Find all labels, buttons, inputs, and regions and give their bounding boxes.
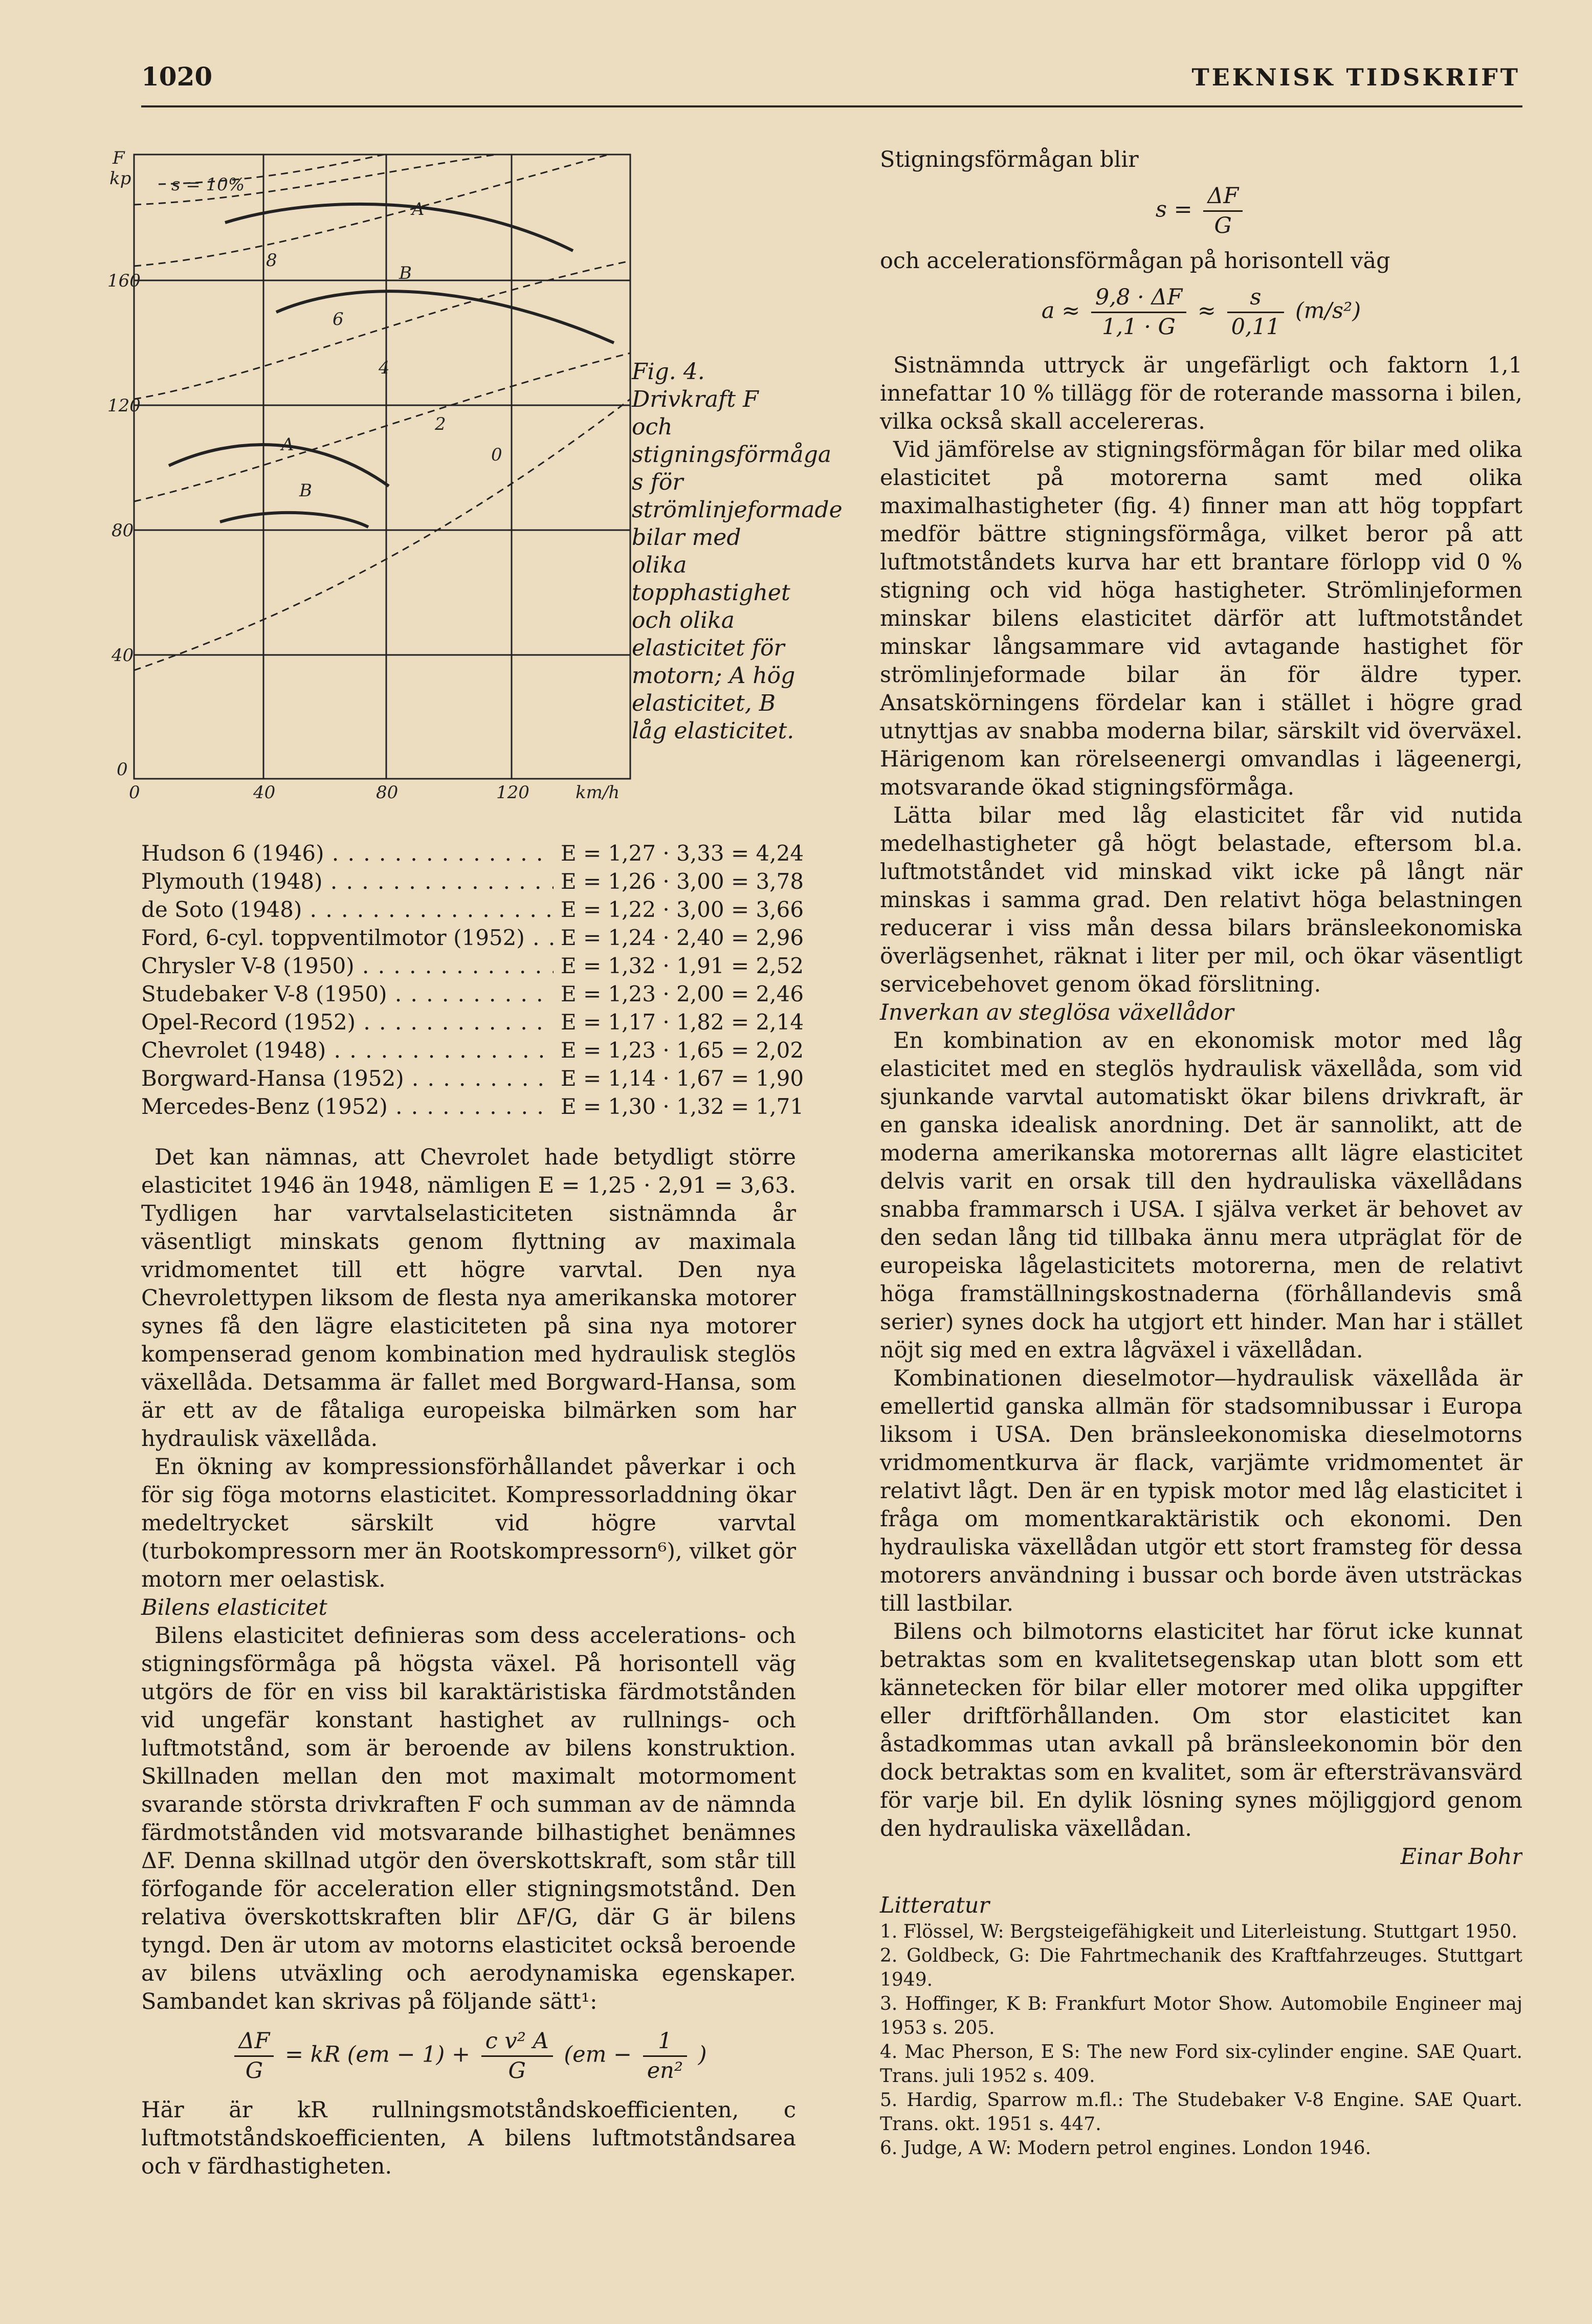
y-tick-0: 0: [117, 759, 128, 780]
car-name: Chrysler V-8 (1950) . . .: [141, 952, 554, 980]
paragraph: Bilens och bilmotorns elasticitet har förut icke kunnat betraktas som en kvalitetsegenskap utan blott som ett kännetecken för bilar eller motorer med olika uppgifter eller driftförhållanden. Om stor elasticitet kan åstadkommas utan avkall på bränsleekonomin bör den dock betraktas som en kvalitet, som är eftersträvansvärd för varje bil. En dylik lösning synes möjliggjord genom den hydrauliska växellådan.: [880, 1619, 1522, 1841]
y-tick-40: 40: [112, 645, 134, 666]
table-row: [141, 952, 804, 980]
label-8: 8: [266, 250, 277, 271]
car-name: Studebaker V-8 (1950) . . .: [141, 980, 554, 1008]
table-row: [141, 1064, 804, 1092]
formula-den: 1,1 · G: [1102, 314, 1176, 340]
elasticity-formula: E = 1,17 · 1,82 = 2,14: [561, 1010, 804, 1035]
paragraph: Stigningsförmågan blir: [880, 147, 1139, 172]
formula-num: 1: [643, 2027, 687, 2057]
car-name: Borgward-Hansa (1952) . . .: [141, 1064, 554, 1092]
left-column: [141, 1144, 796, 2181]
y-tick-160: 160: [107, 271, 141, 291]
table-row: [141, 924, 804, 952]
reference-item: 6. Judge, A W: Modern petrol engines. London 1946.: [880, 2138, 1372, 2159]
formula-mid: ≈: [1197, 298, 1216, 324]
paragraph: Kombinationen dieselmotor—hydraulisk växellåda är emellertid ganska allmän för stadsomnibussar i Europa liksom i USA. Den bränsleekonomiska dieselmotorns vridmomentkurva är flack, varjämte vridmomentet är relativt lågt. Den är en typisk motor med låg elasticitet i fråga om momentkaraktäristik och ekonomi. Den hydrauliska växellådan utgör ett stort framsteg för dessa motorers användning i bussar och borde även utsträckas till lastbilar.: [880, 1366, 1522, 1616]
paragraph: En ökning av kompressionsförhållandet påverkar i och för sig föga motorns elasticitet. Kompressorladdning ökar medeltrycket särskilt vid högre varvtal (turbokompressorn mer än Rootskompressorn⁶), vilket gör motorn mer oelastisk.: [141, 1454, 796, 1592]
table-row: [141, 1092, 804, 1121]
elasticity-formula: E = 1,22 · 3,00 = 3,66: [561, 897, 804, 922]
x-tick-0: 0: [129, 782, 140, 803]
force-curve-high-B: [276, 291, 614, 343]
table-row: [141, 867, 804, 895]
page-number: 1020: [141, 61, 213, 92]
label-A-high: A: [412, 199, 425, 220]
reference-item: 1. Flössel, W: Bergsteigefähigkeit und Literleistung. Stuttgart 1950.: [880, 1921, 1518, 1942]
label-0: 0: [491, 445, 502, 465]
formula-den: en²: [647, 2058, 683, 2084]
force-curve-high-A: [225, 204, 573, 251]
elasticity-formula: E = 1,27 · 3,33 = 4,24: [561, 841, 804, 866]
elasticity-formula: E = 1,23 · 2,00 = 2,46: [561, 981, 804, 1006]
label-4: 4: [379, 358, 390, 378]
paragraph: En kombination av en ekonomisk motor med låg elasticitet med en steglös hydraulisk växellåda, som vid sjunkande varvtal automatiskt ökar bilens drivkraft, är en ganska idealisk anordning. Det är sannolikt, att de moderna amerikanska motorernas allt lägre elasticitet delvis varit en orsak till den hydrauliska växellådans snabba frammarsch i USA. I själva verket är behovet av den sedan lång tid tillbaka ännu mera utpräglat för de europeiska lågelasticitets motorerna, men de relativt höga framställningskostnaderna (förhållandevis små serier) synes dock ha utgjort ett hinder. Man har i stället nöjt sig med en extra lågväxel i växellådan.: [880, 1028, 1522, 1363]
y-axis-unit-F: F: [113, 148, 125, 168]
force-curve-low-B: [220, 513, 368, 527]
y-tick-80: 80: [112, 520, 134, 541]
reference-item: 5. Hardig, Sparrow m.fl.: The Studebaker V-8 Engine. SAE Quart. Trans. okt. 1951 s. 447.: [880, 2090, 1522, 2135]
force-curve-low-A: [169, 445, 389, 486]
formula-open: (em −: [564, 2042, 632, 2068]
formula-close: ): [698, 2042, 707, 2068]
right-column: [880, 146, 1522, 2160]
car-name: Mercedes-Benz (1952) . . .: [141, 1092, 554, 1121]
car-name: Ford, 6-cyl. toppventilmotor (1952) . . .: [141, 924, 554, 952]
formula-mid: = kR (em − 1) +: [284, 2042, 470, 2068]
paragraph: Sistnämnda uttryck är ungefärligt och faktorn 1,1 innefattar 10 % tillägg för de roterande massorna i bilen, vilka också skall accelereras.: [880, 353, 1522, 434]
grade-curve-0: [134, 399, 630, 670]
car-name: Opel-Record (1952) . . .: [141, 1008, 554, 1036]
elasticity-table: [141, 839, 804, 1121]
table-row: [141, 839, 804, 867]
elasticity-formula: E = 1,14 · 1,67 = 1,90: [561, 1066, 804, 1091]
formula-unit: (m/s²): [1295, 298, 1361, 324]
paragraph: Vid jämförelse av stigningsförmågan för bilar med olika elasticitet på motorerna samt med olika maximalhastigheter (fig. 4) finner man att hög toppfart medför bättre stigningsförmåga, vilket beror på att luftmotståndets kurva har ett brantare förlopp vid 0 % stigning och vid höga hastigheter. Strömlinjeformen minskar bilens elasticitet därför att luftmotståndet minskar långsammare vid avtagande hastighet för strömlinjeformade bilar än för äldre typer. Ansatskörningens fördelar kan i stället i högre grad utnyttjas av snabba moderna bilar, särskilt vid överväxel. Härigenom kan rörelseenergi omvandlas i lägeenergi, motsvarande ökad stigningsförmåga.: [880, 437, 1522, 800]
x-tick-40: 40: [253, 782, 276, 803]
formula-num: s: [1227, 283, 1285, 313]
label-s10: s = 10%: [171, 174, 245, 195]
label-B-low: B: [299, 480, 312, 501]
grade-formula: [880, 182, 1522, 240]
x-tick-120: 120: [496, 782, 529, 803]
section-heading: Inverkan av steglösa växellådor: [880, 1000, 1234, 1025]
section-heading: Bilens elasticitet: [141, 1595, 327, 1620]
formula-num: ΔF: [1203, 182, 1243, 212]
journal-title: TEKNISK TIDSKRIFT: [1191, 63, 1520, 91]
car-name: de Soto (1948) . . .: [141, 895, 554, 924]
paragraph: och accelerationsförmågan på horisontell väg: [880, 248, 1390, 274]
reference-item: 2. Goldbeck, G: Die Fahrtmechanik des Kraftfahrzeuges. Stuttgart 1949.: [880, 1945, 1522, 1990]
formula-den: G: [245, 2058, 263, 2084]
paragraph: Det kan nämnas, att Chevrolet hade betydligt större elasticitet 1946 än 1948, nämligen E = 1,25 · 2,91 = 3,63. Tydligen har varvtalselasticiteten sistnämnda år väsentligt minskats genom flyttning av maximala vridmomentet till ett högre varvtal. Den nya Chevrolettypen liksom de flesta nya amerikanska motorer synes få den lägre elasticiteten på sina nya motorer kompenserad genom kombination med hydraulisk steglös växellåda. Detsamma är fallet med Borgward-Hansa, som är ett av de fåtaliga europeiska bilmärken som har hydraulisk växellåda.: [141, 1145, 796, 1452]
figure-4-chart: [102, 133, 645, 814]
grade-curve-4: [134, 261, 630, 399]
table-row: [141, 1036, 804, 1064]
formula-lhs: a ≈: [1041, 298, 1080, 324]
label-A-low: A: [281, 434, 294, 455]
paragraph: Här är kR rullningsmotståndskoefficienten, c luftmotståndskoefficienten, A bilens luftmotståndsarea och v färdhastigheten.: [141, 2097, 796, 2179]
y-tick-120: 120: [107, 396, 141, 416]
formula-lhs: s =: [1155, 196, 1192, 223]
paragraph: Lätta bilar med låg elasticitet får vid nutida medelhastigheter gå högt belastade, eftersom bl.a. luftmotståndet vid minskad vikt icke på långt när minskas i samma grad. Den relativt höga belastningen reducerar i viss mån dessa bilars bränsleekonomiska överlägsenhet, räknat i liter per mil, och ökar väsentligt servicebehovet genom ökad förslitning.: [880, 803, 1522, 997]
literature-heading: Litteratur: [880, 1893, 990, 1918]
table-row: [141, 980, 804, 1008]
label-2: 2: [435, 414, 446, 434]
reference-item: 3. Hoffinger, K B: Frankfurt Motor Show. Automobile Engineer maj 1953 s. 205.: [880, 1993, 1522, 2038]
header-rule: [141, 105, 1522, 107]
table-row: [141, 895, 804, 924]
formula-num: 9,8 · ΔF: [1091, 283, 1186, 313]
elasticity-formula: E = 1,24 · 2,40 = 2,96: [561, 925, 804, 950]
elasticity-formula: E = 1,26 · 3,00 = 3,78: [561, 869, 804, 894]
elasticity-formula: E = 1,32 · 1,91 = 2,52: [561, 953, 804, 978]
paragraph: Bilens elasticitet definieras som dess accelerations- och stigningsförmåga på högsta växel. På horisontell väg utgörs de för en viss bil karaktäristiska färdmotstånden vid ungefär konstant hastighet av rullnings- och luftmotstånd, som är beroende av bilens konstruktion. Skillnaden mellan den mot maximalt motormoment svarande största drivkraften F och summan av de nämnda färdmotstånden vid motsvarande bilhastighet benämnes ΔF. Denna skillnad utgör den överskottskraft, som står till förfogande för acceleration eller stigningsmotstånd. Den relativa överskottskraften blir ΔF/G, där G är bilens tyngd. Den är utom av motorns elasticitet också beroende av bilens utväxling och aerodynamiska egenskaper. Sambandet kan skrivas på följande sätt¹:: [141, 1623, 796, 2014]
plot-frame: [134, 155, 630, 779]
car-name: Hudson 6 (1946) . . .: [141, 839, 554, 867]
label-B-high: B: [399, 263, 412, 283]
y-axis-unit-kp: kp: [109, 168, 131, 189]
elasticity-formula-block: [141, 2027, 796, 2085]
reference-item: 4. Mac Pherson, E S: The new Ford six-cylinder engine. SAE Quart. Trans. juli 1952 s. 409.: [880, 2042, 1522, 2087]
elasticity-formula: E = 1,30 · 1,32 = 1,71: [561, 1094, 804, 1119]
car-name: Chevrolet (1948) . . .: [141, 1036, 554, 1064]
table-row: [141, 1008, 804, 1036]
car-name: Plymouth (1948) . . .: [141, 867, 554, 895]
formula-num: c v² A: [481, 2027, 553, 2057]
formula-den: G: [508, 2058, 526, 2084]
elasticity-formula: E = 1,23 · 1,65 = 2,02: [561, 1038, 804, 1063]
formula-den: 0,11: [1231, 314, 1280, 340]
acceleration-formula: [880, 283, 1522, 341]
author: Einar Bohr: [1400, 1844, 1522, 1870]
grade-curve-6: [134, 155, 609, 266]
author-line: [880, 1843, 1522, 1871]
reference-list: [880, 1920, 1522, 2160]
formula-den: G: [1214, 213, 1232, 238]
label-6: 6: [333, 309, 344, 330]
formula-num: ΔF: [234, 2027, 274, 2057]
x-tick-80: 80: [376, 782, 399, 803]
figure-caption: Fig. 4. Drivkraft F och stigningsförmåga s för strömlinjeformade bilar med olika topphastighet och olika elasticitet för motorn; A hög elasticitet, B låg elasticitet.: [632, 359, 843, 744]
x-axis-unit: km/h: [576, 782, 620, 803]
